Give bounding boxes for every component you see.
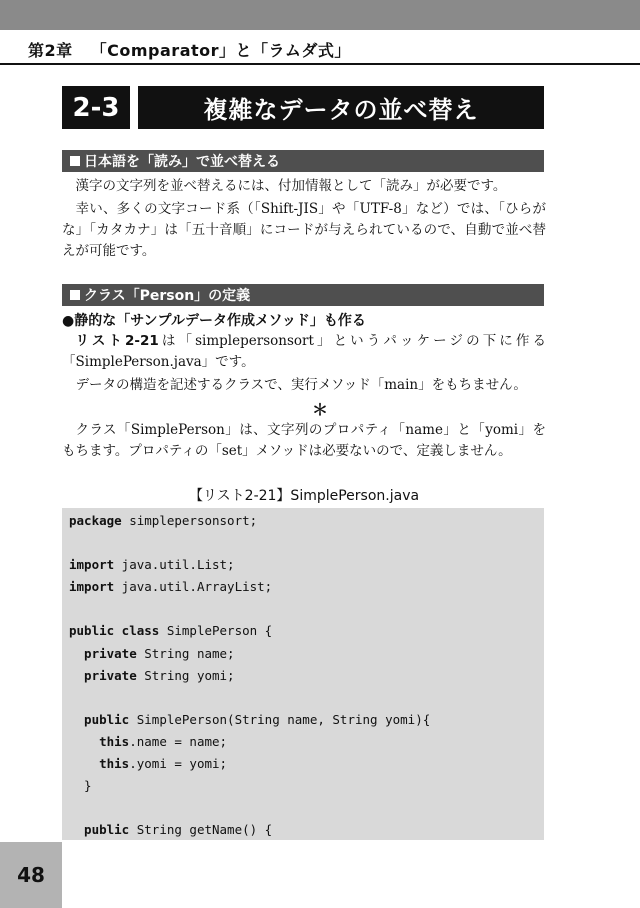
code-line <box>69 819 544 840</box>
subsection-heading-yomi <box>62 150 544 172</box>
chapter-header <box>28 36 618 62</box>
code-line <box>69 775 544 797</box>
page-number: 48 <box>0 842 62 908</box>
top-bar <box>0 0 640 30</box>
subsection-heading-person <box>62 284 544 306</box>
code-text: SimplePerson(String name, String yomi){ <box>129 711 431 727</box>
code-text: simplepersonsort; <box>121 513 258 528</box>
section-heading: 複雑なデータの並べ替え <box>138 86 544 129</box>
code-text: SimplePerson { <box>159 623 273 639</box>
paragraph-text: は「simplepersonsort」というパッケージの下に作る「SimplePerson.java」です。 <box>62 333 546 370</box>
code-text: java.util.List; <box>114 557 235 573</box>
bullet-heading: ●静的な「サンプルデータ作成メソッド」も作る <box>62 313 366 329</box>
code-line <box>69 731 544 753</box>
code-keyword: import <box>69 579 115 595</box>
code-keyword: this <box>69 756 130 772</box>
code-line <box>69 687 544 709</box>
code-line <box>69 709 544 731</box>
square-icon <box>70 156 80 166</box>
paragraph: 幸い、多くの文字コード系（「Shift-JIS」や「UTF-8」など）では、「ひらがな」「カタカナ」は「五十音順」にコードが与えられているので、自動で並べ替えが可能です。 <box>62 201 546 259</box>
code-keyword: private <box>69 645 137 661</box>
code-block <box>62 508 544 840</box>
code-text: String name; <box>136 645 235 661</box>
code-text: .yomi = yomi; <box>129 756 228 772</box>
code-text: .name = name; <box>129 733 228 749</box>
code-text: } <box>69 778 92 794</box>
header-rule <box>0 63 640 65</box>
chapter-title: 「Comparator」と「ラムダ式」 <box>90 40 351 60</box>
subsection-heading-text: クラス「Person」の定義 <box>84 288 251 304</box>
code-line <box>69 598 544 620</box>
code-text: String getName() { <box>129 822 273 838</box>
code-text: String yomi; <box>136 667 235 683</box>
code-keyword: public <box>69 711 130 727</box>
paragraph <box>62 331 546 373</box>
code-line <box>69 753 544 775</box>
code-keyword: private <box>69 667 137 683</box>
asterisk-separator: ＊ <box>311 400 328 419</box>
code-line <box>69 665 544 687</box>
square-icon <box>70 290 80 300</box>
paragraph: データの構造を記述するクラスで、実行メソッド「main」をもちません。 <box>75 377 527 393</box>
section-number: 2-3 <box>62 86 130 129</box>
code-line <box>69 510 544 532</box>
code-keyword: import <box>69 557 115 573</box>
code-keyword: public <box>69 822 130 838</box>
section-title <box>62 86 544 129</box>
code-keyword: package <box>69 513 122 528</box>
code-keyword: this <box>69 733 130 749</box>
code-keyword: public class <box>69 623 160 639</box>
paragraph: クラス「SimplePerson」は、文字列のプロパティ「name」と「yomi」をもちます。プロパティの「set」メソッドは必要ないので、定義しません。 <box>62 422 546 459</box>
code-text: java.util.ArrayList; <box>114 579 273 595</box>
code-line <box>69 797 544 819</box>
listing-caption: 【リスト2-21】SimplePerson.java <box>188 488 420 504</box>
code-line <box>69 532 544 554</box>
listing-reference: リスト2-21 <box>75 333 159 349</box>
code-line <box>69 643 544 665</box>
code-line <box>69 554 544 576</box>
chapter-number: 第2章 <box>28 40 73 60</box>
subsection-heading-text: 日本語を「読み」で並べ替える <box>84 154 280 170</box>
code-line <box>69 576 544 598</box>
paragraph: 漢字の文字列を並べ替えるには、付加情報として「読み」が必要です。 <box>75 178 507 194</box>
code-line <box>69 620 544 642</box>
